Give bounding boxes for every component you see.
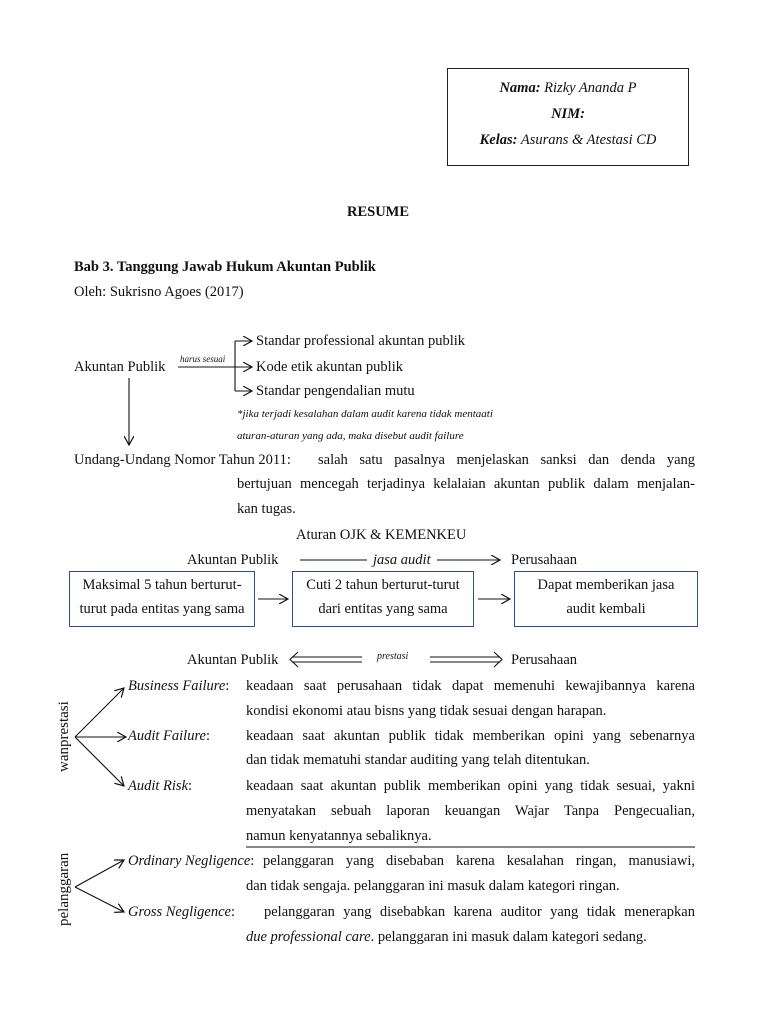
wan-desc-3-line-3: namun kenyatannya sebaliknya. [246,828,432,844]
name-label: Nama: [499,80,541,96]
pel-term-2: Gross Negligence: [128,904,235,920]
ojk-arrow-label: jasa audit [373,552,431,568]
ojk-right: Perusahaan [511,552,578,568]
prestasi-arrow-label: prestasi [377,651,409,662]
wan-term-2: Audit Failure: [128,728,211,744]
diagram1-arrow-label: harus sesuai [180,354,226,364]
law-line-1: salah satu pasalnya menjelaskan sanksi dan denda yang [318,452,695,468]
wan-desc-2-line-2: dan tidak mematuhi standar auditing yang telah ditentukan. [246,752,590,768]
wan-desc-1-line-2: kondisi ekonomi atau bisns yang tidak sesuai dengan harapan. [246,703,607,719]
pel-desc-1-line-2: dan tidak sengaja. pelanggaran ini masuk dalam kategori ringan. [246,878,620,894]
wan-desc-3-line-2: menyatakan sebuah laporan keuangan Wajar Tanpa Pengecualian, [246,803,695,819]
nim-label: NIM: [551,106,585,122]
pel-desc-1-line-1: pelanggaran yang disebaban karena kesalahan ringan, manusiawi, [263,853,695,869]
diagram1-target-3: Standar pengendalian mutu [256,383,415,399]
prestasi-right-head [494,652,502,667]
ojk-box-1-line-1: Maksimal 5 tahun berturut- [82,577,242,593]
wan-branch-3 [75,737,124,786]
ojk-title: Aturan OJK & KEMENKEU [296,527,467,543]
ojk-left: Akuntan Publik [187,552,279,568]
wan-desc-2-line-1: keadaan saat akuntan publik tidak memberikan opini yang sebenarnya [246,728,695,744]
page-title: RESUME [347,204,410,220]
diagram1-source: Akuntan Publik [74,359,166,375]
kelas-label: Kelas: [479,132,518,148]
ojk-box-3-line-1: Dapat memberikan jasa [537,577,675,593]
pelanggaran-group-label: pelanggaran [56,852,72,926]
wan-desc-3-line-1: keadaan saat akuntan publik memberikan opini yang tidak sesuai, yakni [246,778,695,794]
diagram1-note-2: aturan-aturan yang ada, maka disebut audit failure [237,430,464,442]
prestasi-left: Akuntan Publik [187,652,279,668]
wan-term-3: Audit Risk: [128,778,193,794]
law-line-2: bertujuan mencegah terjadinya kelalaian akuntan publik dalam menjalan- [237,476,695,492]
diagram1-note-1: *jika terjadi kesalahan dalam audit karena tidak mentaati [237,408,493,420]
wan-branch-1 [75,688,124,737]
ojk-box-2-line-2: dari entitas yang sama [318,601,448,617]
chapter-heading: Bab 3. Tanggung Jawab Hukum Akuntan Publik [74,259,376,275]
ojk-box-1-line-2: turut pada entitas yang sama [79,601,245,617]
pel-desc-2-line-1: pelanggaran yang disebabkan karena auditor yang tidak menerapkan [264,904,695,920]
pel-branch-1 [75,860,124,887]
chapter-author: Oleh: Sukrisno Agoes (2017) [74,284,244,300]
name-value: Rizky Ananda P [544,80,637,96]
diagram1-target-2: Kode etik akuntan publik [256,359,403,375]
pel-term-1: Ordinary Negligence: [128,853,255,869]
wan-desc-1-line-1: keadaan saat perusahaan tidak dapat memenuhi kewajibannya karena [246,678,695,694]
wanprestasi-group-label: wanprestasi [56,701,72,772]
law-line-3: kan tugas. [237,501,296,517]
pel-branch-2 [75,887,124,912]
prestasi-right: Perusahaan [511,652,578,668]
pel-desc-2-line-2: due professional care. pelanggaran ini masuk dalam kategori sedang. [246,929,647,945]
ojk-box-2-line-1: Cuti 2 tahun berturut-turut [306,577,460,593]
wan-term-1: Business Failure: [128,678,230,694]
ojk-box-3-line-2: audit kembali [566,601,646,617]
prestasi-left-head [290,652,298,667]
kelas-value: Asurans & Atestasi CD [520,132,657,148]
diagram1-target-1: Standar professional akuntan publik [256,333,465,349]
law-label: Undang-Undang Nomor Tahun 2011: [74,452,291,468]
